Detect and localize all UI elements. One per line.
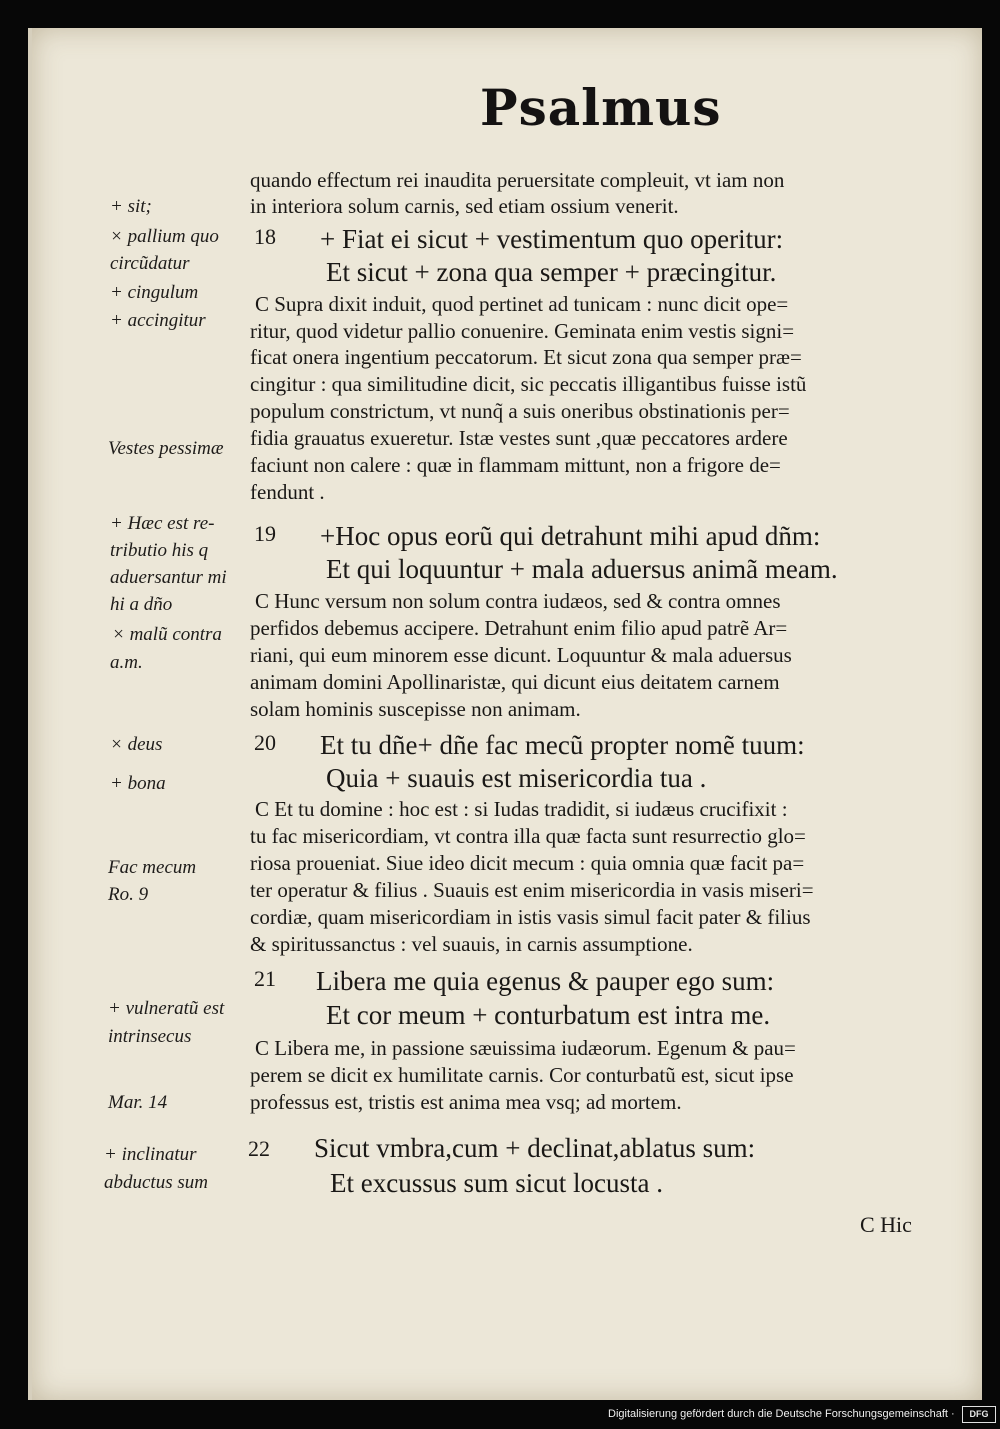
marginal-gloss: Ro. 9: [108, 884, 149, 905]
marginal-gloss: + sit;: [110, 196, 152, 217]
verse-line: Et cor meum + conturbatum est intra me.: [326, 1000, 771, 1030]
digitization-credit: Digitalisierung gefördert durch die Deutsche Forschungsgemeinschaft ·: [608, 1408, 955, 1420]
text-line: riosa proueniat. Siue ideo dicit mecum : quia omnia quæ facit pa=: [250, 851, 805, 875]
marginal-gloss: + bona: [110, 773, 166, 794]
verse-number: 21: [254, 966, 276, 991]
verse-line: + Fiat ei sicut + vestimentum quo operitur:: [320, 224, 784, 254]
text-line: C Libera me, in passione sæuissima iudæorum. Egenum & pau=: [255, 1036, 796, 1060]
marginal-gloss: × deus: [110, 734, 163, 755]
text-line: perem se dicit ex humilitate carnis. Cor conturbatũ est, sicut ipse: [250, 1063, 794, 1087]
marginal-gloss: + inclinatur: [104, 1144, 197, 1165]
text-line: tu fac misericordiam, vt contra illa quæ facta sunt resurrectio glo=: [250, 824, 806, 848]
marginal-gloss: Vestes pessimæ: [108, 438, 224, 459]
text-line: animam domini Apollinaristæ, qui dicunt eius deitatem carnem: [250, 670, 780, 694]
verse-number: 22: [248, 1136, 270, 1161]
text-line: professus est, tristis est anima mea vsq; ad mortem.: [250, 1090, 682, 1114]
marginal-gloss: abductus sum: [104, 1172, 208, 1193]
marginal-gloss: Mar. 14: [108, 1092, 168, 1113]
text-line: in interiora solum carnis, sed etiam ossium venerit.: [250, 194, 679, 218]
marginal-gloss: + cingulum: [110, 282, 199, 303]
text-line: fendunt .: [250, 480, 325, 504]
marginal-gloss: circũdatur: [110, 253, 190, 274]
verse-line: Et excussus sum sicut locusta .: [330, 1168, 663, 1198]
marginal-gloss: a.m.: [110, 652, 143, 673]
verse-number: 18: [254, 224, 276, 249]
text-line: faciunt non calere : quæ in flammam mittunt, non a frigore de=: [250, 453, 781, 477]
verse-number: 20: [254, 730, 276, 755]
verse-number: 19: [254, 521, 276, 546]
running-header: Psalmus: [480, 78, 722, 137]
verse-line: +Hoc opus eorũ qui detrahunt mihi apud dñm:: [320, 521, 821, 551]
marginal-gloss: + vulneratũ est: [108, 998, 225, 1019]
marginal-gloss: intrinsecus: [108, 1026, 192, 1047]
marginal-gloss: aduersantur mi: [110, 567, 227, 588]
verse-line: Et sicut + zona qua semper + præcingitur.: [326, 257, 777, 287]
text-line: populum constrictum, vt nunq̃ a suis oneribus obstinationis per=: [250, 399, 790, 423]
marginal-gloss: tributio his q: [110, 540, 209, 561]
text-line: quando effectum rei inaudita peruersitate compleuit, vt iam non: [250, 168, 785, 192]
text-line: ter operatur & filius . Suauis est enim misericordia in vasis miseri=: [250, 878, 814, 902]
verse-line: Et tu dñe+ dñe fac mecũ propter nomẽ tuum:: [320, 730, 805, 760]
verse-line: Libera me quia egenus & pauper ego sum:: [316, 966, 775, 996]
text-line: fidia grauatus exueretur. Istæ vestes sunt ,quæ peccatores ardere: [250, 426, 788, 450]
text-line: & spiritussanctus : vel suauis, in carnis assumptione.: [250, 932, 693, 956]
text-line: C Et tu domine : hoc est : si Iudas tradidit, si iudæus crucifixit :: [255, 797, 788, 821]
catchword: C Hic: [860, 1212, 912, 1237]
marginal-gloss: Fac mecum: [108, 857, 197, 878]
text-line: perfidos debemus accipere. Detrahunt enim filio apud patrẽ Ar=: [250, 616, 788, 640]
verse-line: Et qui loquuntur + mala aduersus animã meam.: [326, 554, 838, 584]
text-line: cordiæ, quam misericordiam in istis vasis simul facit pater & filius: [250, 905, 811, 929]
marginal-gloss: × pallium quo: [110, 226, 219, 247]
marginal-gloss: × malũ contra: [112, 624, 222, 645]
text-line: solam hominis suscepisse non animam.: [250, 697, 581, 721]
text-line: ficat onera ingentium peccatorum. Et sicut zona qua semper præ=: [250, 345, 802, 369]
verse-line: Sicut vmbra,cum + declinat,ablatus sum:: [314, 1133, 756, 1163]
verse-line: Quia + suauis est misericordia tua .: [326, 763, 707, 793]
marginal-gloss: hi a dño: [110, 594, 173, 615]
dfg-logo: DFG: [962, 1406, 996, 1423]
text-line: C Supra dixit induit, quod pertinet ad tunicam : nunc dicit ope=: [255, 292, 789, 316]
marginal-gloss: + accingitur: [110, 310, 206, 331]
marginal-gloss: + Hæc est re-: [110, 513, 215, 534]
text-line: riani, qui eum minorem esse dicunt. Loquuntur & mala aduersus: [250, 643, 792, 667]
text-line: C Hunc versum non solum contra iudæos, sed & contra omnes: [255, 589, 781, 613]
text-line: cingitur : qua similitudine dicit, sic peccatis illigantibus fuisse istũ: [250, 372, 807, 396]
text-line: ritur, quod videtur pallio conuenire. Geminata enim vestis signi=: [250, 319, 795, 343]
